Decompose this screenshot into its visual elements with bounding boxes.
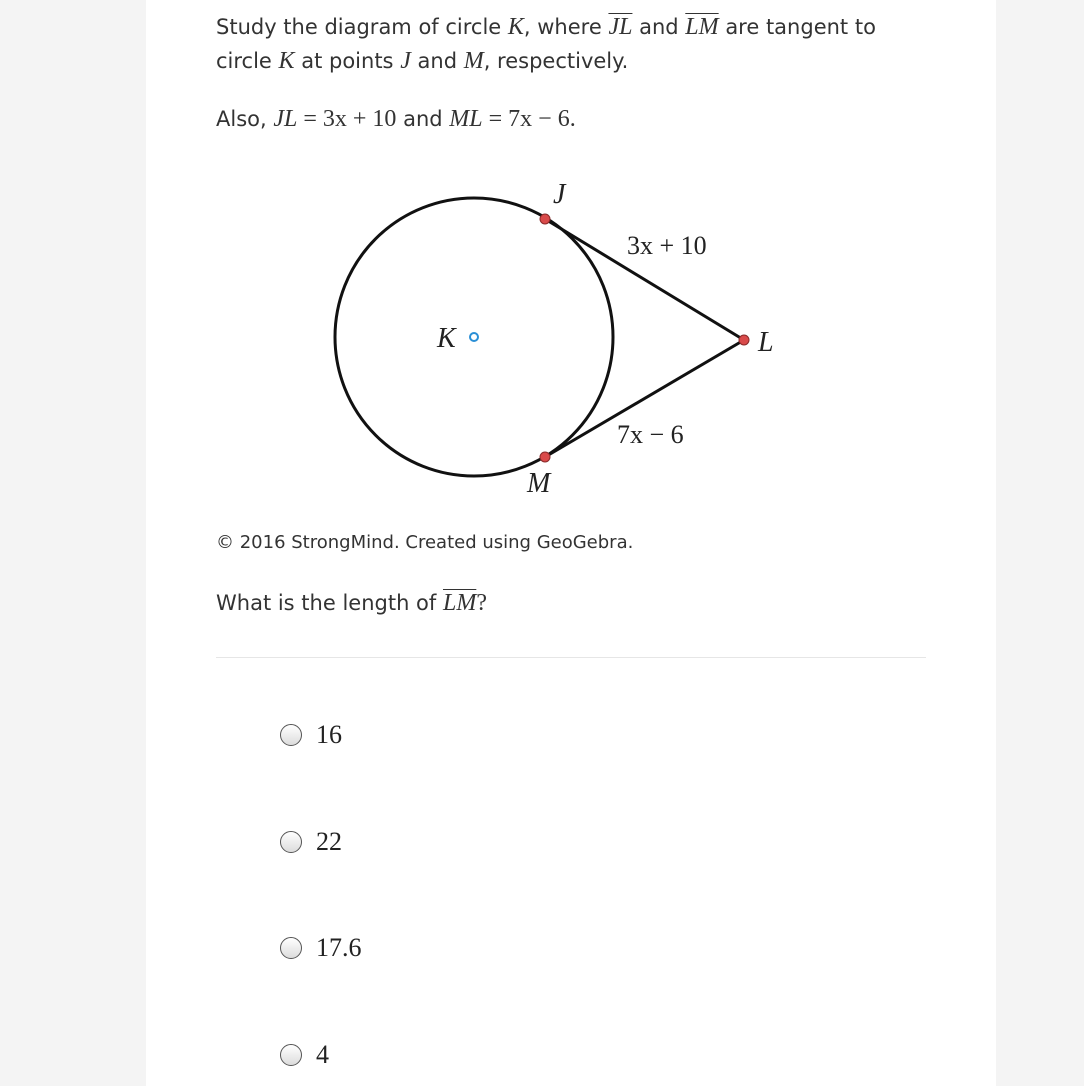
answer-choice-label: 22 <box>316 827 342 856</box>
divider <box>216 657 926 658</box>
segment-lm: $\overline{LM}$ <box>685 14 719 40</box>
question-card <box>146 0 996 1086</box>
answer-choice[interactable] <box>280 827 342 857</box>
segment-jl: $\overline{JL}$ <box>608 14 633 40</box>
radio-button[interactable] <box>280 1044 302 1066</box>
center-point-k <box>470 333 478 341</box>
label-ml-length: 7x − 6 <box>617 420 684 449</box>
equation-ml: = 7x − 6. <box>482 106 576 132</box>
credit-text: © 2016 StrongMind. Created using GeoGebra. <box>216 532 634 553</box>
point-l <box>739 335 749 345</box>
given-equations: Also, JL = 3x + 10 and ML = 7x − 6. <box>216 106 576 132</box>
problem-statement: Study the diagram of circle K, where $\overline{JL}$ and $\overline{LM}$ are tangent to circle K at points J and M, respectively. <box>216 14 876 74</box>
answer-choice[interactable] <box>280 933 362 963</box>
label-jl-length: 3x + 10 <box>627 231 707 260</box>
radio-button[interactable] <box>280 831 302 853</box>
radio-button[interactable] <box>280 724 302 746</box>
label-j: J <box>553 179 566 210</box>
equation-jl: = 3x + 10 <box>297 106 397 132</box>
segment-lm-question: $\overline{LM}$ <box>442 590 477 616</box>
answer-choice[interactable] <box>280 1040 329 1070</box>
question-prompt: What is the length of $\overline{LM}$? <box>216 590 487 616</box>
answer-choice-label: 16 <box>316 720 342 749</box>
label-m: M <box>527 468 551 499</box>
circle-tangent-diagram <box>292 170 792 510</box>
radio-button[interactable] <box>280 937 302 959</box>
answer-choice-label: 4 <box>316 1040 329 1069</box>
circle-name-k: K <box>507 14 524 40</box>
answer-choice-label: 17.6 <box>316 933 362 962</box>
label-l: L <box>758 327 774 358</box>
point-m <box>540 452 550 462</box>
point-j <box>540 214 550 224</box>
answer-choice[interactable] <box>280 720 342 750</box>
label-k: K <box>437 323 456 354</box>
